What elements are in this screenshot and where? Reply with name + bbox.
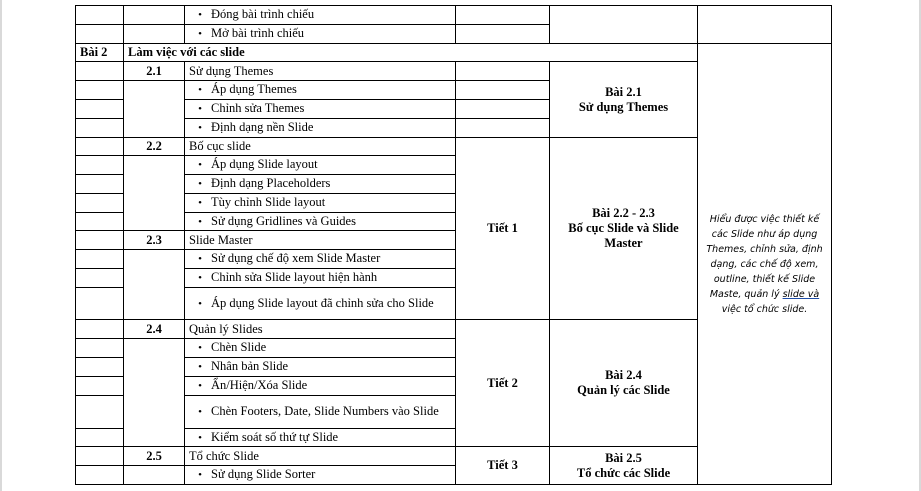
list-item: • Chèn Footers, Date, Slide Numbers vào Slide	[185, 396, 456, 429]
bullet-icon: •	[198, 178, 202, 190]
bullet-icon: •	[198, 406, 202, 418]
section-number: 2.5	[124, 447, 185, 466]
section-number: 2.4	[124, 320, 185, 339]
list-item: • Sử dụng Slide Sorter	[185, 466, 456, 485]
section-title: Slide Master	[185, 231, 456, 250]
bullet-icon: •	[198, 103, 202, 115]
bullet-icon: •	[198, 159, 202, 171]
bullet-icon: •	[198, 431, 202, 444]
bullet-icon: •	[198, 197, 202, 209]
bullet-icon: •	[198, 253, 202, 265]
list-item: • Áp dụng Slide layout đã chỉnh sửa cho Slide	[185, 288, 456, 320]
section-number: 2.1	[124, 62, 185, 81]
syllabus-table	[75, 5, 832, 485]
bullet-icon: •	[198, 380, 202, 392]
exercise-2-4: Bài 2.4 Quản lý các Slide	[550, 320, 698, 447]
list-item: • Kiểm soát số thứ tự Slide	[185, 429, 456, 447]
lesson-code: Bài 2	[76, 44, 124, 62]
lesson-title: Làm việc với các slide	[124, 44, 698, 62]
bullet-icon: •	[198, 342, 202, 354]
bullet-icon: •	[198, 297, 202, 310]
list-item: • Ẩn/Hiện/Xóa Slide	[185, 377, 456, 396]
section-title: Quản lý Slides	[185, 320, 456, 339]
list-item: • Chỉnh sửa Themes	[185, 100, 456, 119]
lesson-objective: Hiểu được việc thiết kế các Slide như áp dụng Themes, chỉnh sửa, định dạng, các chế độ xem, outline, thiết kế Slide Maste, quản lý slide và việc tổ chức slide.	[698, 44, 832, 485]
bullet-icon: •	[198, 469, 202, 481]
exercise-2-1: Bài 2.1 Sử dụng Themes	[550, 62, 698, 138]
list-item: • Sử dụng chế độ xem Slide Master	[185, 250, 456, 269]
lesson-header-row	[76, 44, 832, 62]
list-item: • Áp dụng Slide layout	[185, 156, 456, 175]
period-3: Tiết 3	[456, 447, 550, 485]
section-title: Bố cục slide	[185, 138, 456, 156]
list-item: • Mở bài trình chiếu	[185, 25, 456, 44]
list-item: • Định dạng nền Slide	[185, 119, 456, 138]
section-title: Tổ chức Slide	[185, 447, 456, 466]
bullet-icon: •	[198, 84, 202, 96]
bullet-icon: •	[198, 272, 202, 284]
list-item: • Chỉnh sửa Slide layout hiện hành	[185, 269, 456, 288]
section-number: 2.3	[124, 231, 185, 250]
page-left-edge	[0, 0, 2, 491]
list-item: • Sử dụng Gridlines và Guides	[185, 213, 456, 231]
table-row	[76, 6, 832, 25]
bullet-icon: •	[198, 122, 202, 134]
list-item: • Đóng bài trình chiếu	[185, 6, 456, 25]
bullet-icon: •	[198, 28, 202, 40]
period-2: Tiết 2	[456, 320, 550, 447]
bullet-icon: •	[198, 361, 202, 373]
list-item: • Nhân bản Slide	[185, 358, 456, 377]
period-1: Tiết 1	[456, 138, 550, 320]
bullet-icon: •	[198, 9, 202, 21]
list-item: • Chèn Slide	[185, 339, 456, 358]
section-title: Sử dụng Themes	[185, 62, 456, 81]
exercise-2-2: Bài 2.2 - 2.3 Bố cục Slide và Slide Master	[550, 138, 698, 320]
list-item: • Định dạng Placeholders	[185, 175, 456, 194]
list-item: • Tùy chỉnh Slide layout	[185, 194, 456, 213]
exercise-2-5: Bài 2.5 Tổ chức các Slide	[550, 447, 698, 485]
bullet-icon: •	[198, 215, 202, 228]
list-item: • Áp dụng Themes	[185, 81, 456, 100]
section-number: 2.2	[124, 138, 185, 156]
